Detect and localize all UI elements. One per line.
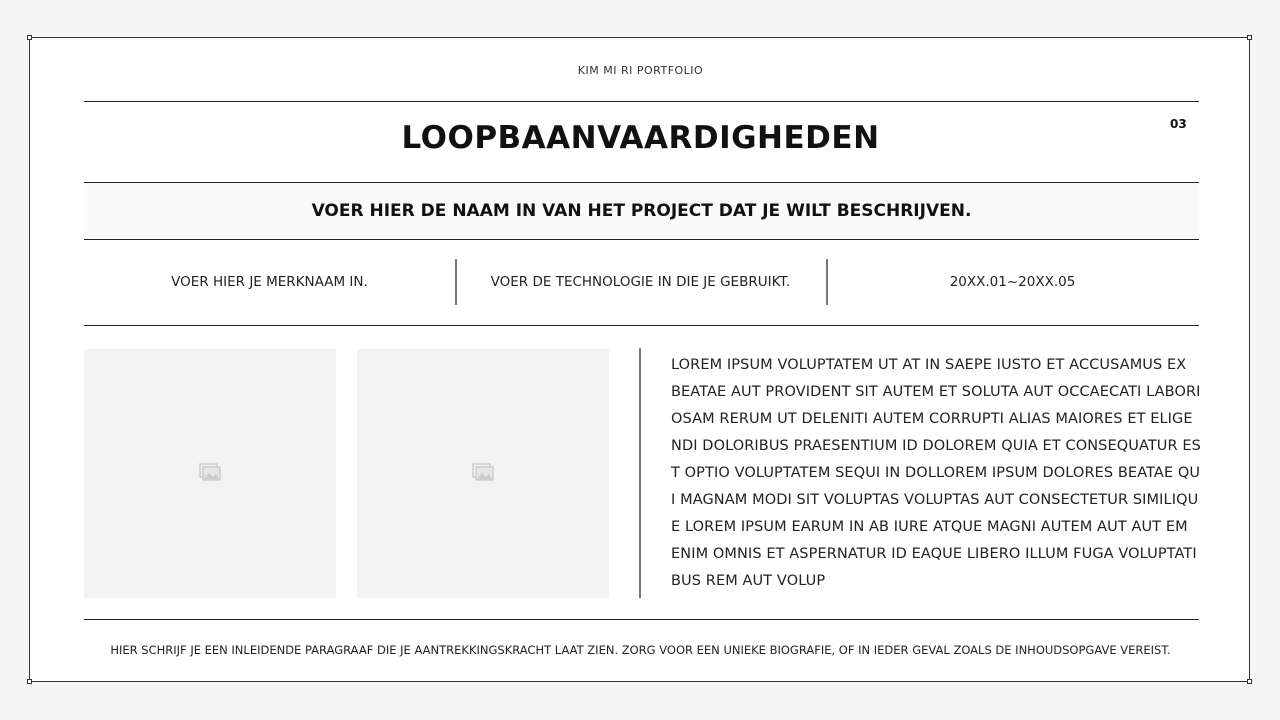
resize-handle-bottom-right[interactable] xyxy=(1247,679,1252,684)
project-period: 20XX.01~20XX.05 xyxy=(949,274,1076,290)
page-number: 03 xyxy=(1170,117,1187,131)
resize-handle-top-left[interactable] xyxy=(27,35,32,40)
divider xyxy=(84,101,1199,102)
image-placeholder-icon xyxy=(199,463,221,483)
page-title: LOOPBAANVAARDIGHEDEN xyxy=(401,120,880,156)
portfolio-label: KIM MI RI PORTFOLIO xyxy=(577,64,704,77)
slide-frame[interactable] xyxy=(29,37,1250,682)
divider xyxy=(84,325,1199,326)
resize-handle-top-right[interactable] xyxy=(1247,35,1252,40)
body-text: LOREM IPSUM VOLUPTATEM UT AT IN SAEPE IUSTO ET ACCUSAMUS EX BEATAE AUT PROVIDENT SIT AUTEM ET SOLUTA AUT OCCAECATI LABORIOSAM RERUM UT DELENITI AUTEM CORRUPTI ALIAS MAIORES ET ELIGENDI DOLORIBUS PRAESENTIUM ID DOLOREM QUIA ET CONSEQUATUR EST OPTIO VOLUPTATEM SEQUI IN DOLLOREM IPSUM DOLORES BEATAE QUI MAGNAM MODI SIT VOLUPTAS VOLUPTAS AUT CONSECTETUR SIMILIQUE LOREM IPSUM EARUM IN AB IURE ATQUE MAGNI AUTEM AUT AUT EM ENIM OMNIS ET ASPERNATUR ID EAQUE LIBERO ILLUM FUGA VOLUPTATIBUS REM AUT VOLUP xyxy=(671,357,1201,589)
resize-handle-bottom-left[interactable] xyxy=(27,679,32,684)
image-placeholder-icon xyxy=(472,463,494,483)
footer-text: HIER SCHRIJF JE EEN INLEIDENDE PARAGRAAF DIE JE AANTREKKINGSKRACHT LAAT ZIEN. ZORG VOOR EEN UNIEKE BIOGRAFIE, OF IN IEDER GEVAL ZOALS DE INHOUDSOPGAVE VEREIST. xyxy=(110,643,1171,657)
vertical-divider xyxy=(639,348,641,598)
image-placeholder-1[interactable] xyxy=(84,349,336,598)
divider xyxy=(84,239,1199,240)
project-name: VOER HIER DE NAAM IN VAN HET PROJECT DAT JE WILT BESCHRIJVEN. xyxy=(311,201,972,221)
image-placeholder-2[interactable] xyxy=(357,349,609,598)
brand-name: VOER HIER JE MERKNAAM IN. xyxy=(171,274,368,290)
technology: VOER DE TECHNOLOGIE IN DIE JE GEBRUIKT. xyxy=(490,274,791,290)
divider xyxy=(84,619,1199,620)
